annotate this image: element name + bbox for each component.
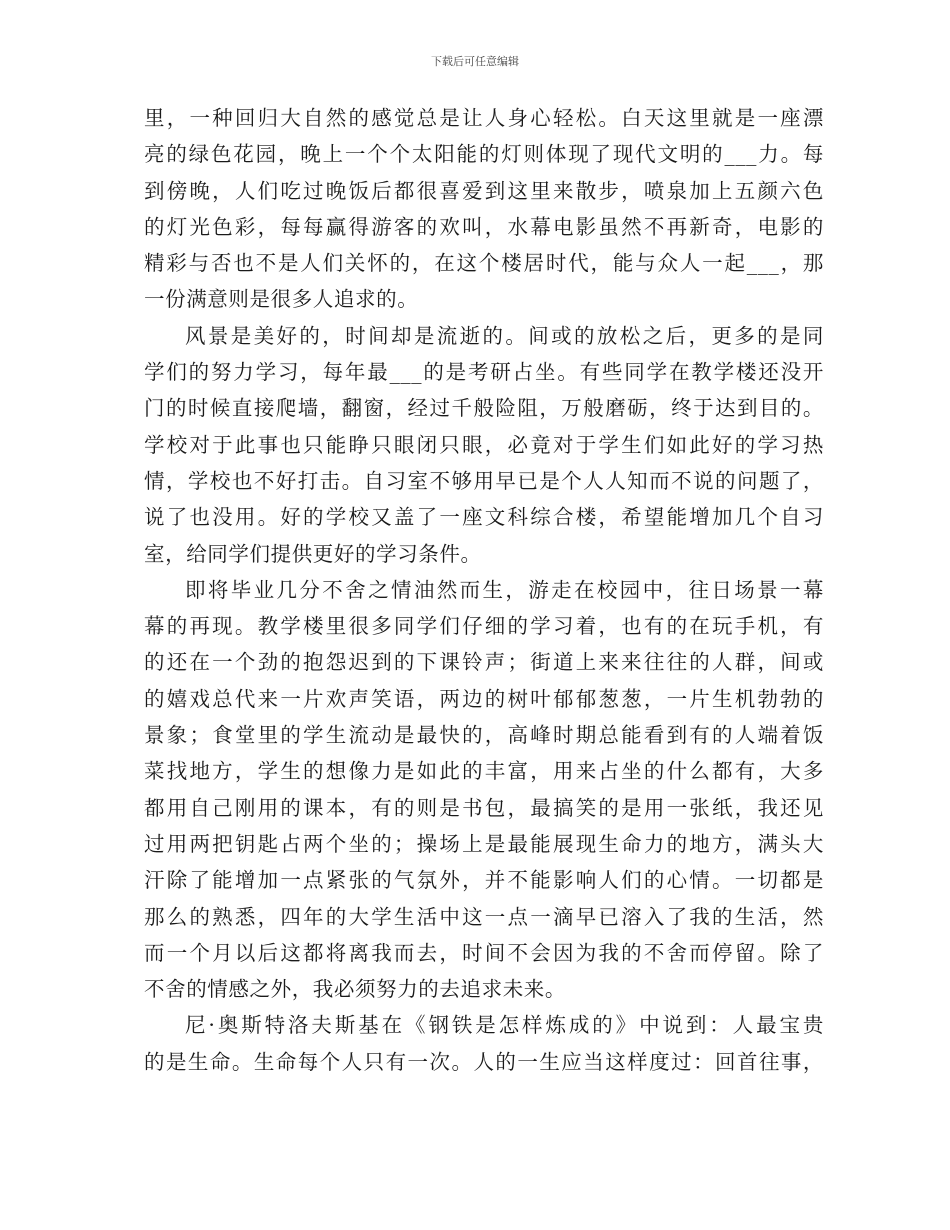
text-line: 景象；食堂里的学生流动是最快的，高峰时期总能看到有的人端着饭	[144, 723, 824, 748]
text-line: 都用自己刚用的课本，有的则是书包，最搞笑的是用一张纸，我还见	[144, 795, 824, 820]
text-line: 情，学校也不好打击。自习室不够用早已是个人人知而不说的问题了，	[144, 468, 824, 493]
paragraph-2	[144, 318, 824, 572]
text-line: 的是生命。生命每个人只有一次。人的一生应当这样度过：回首往事，	[144, 1049, 824, 1074]
text-line: 亮的绿色花园，晚上一个个太阳能的灯则体现了现代文明的___力。每	[144, 142, 824, 167]
text-line: 一份满意则是很多人追求的。	[144, 287, 419, 312]
paragraph-3	[144, 572, 824, 1008]
text-line: 那么的熟悉，四年的大学生活中这一点一滴早已溶入了我的生活，然	[144, 904, 824, 929]
paragraph-4	[144, 1007, 824, 1080]
text-line: 精彩与否也不是人们关怀的，在这个楼居时代，能与众人一起___，那	[144, 251, 824, 276]
text-line: 学校对于此事也只能睁只眼闭只眼，必竟对于学生们如此好的学习热	[144, 432, 824, 457]
paragraph-1	[144, 100, 824, 318]
text-line: 幕的再现。教学楼里很多同学们仔细的学习着，也有的在玩手机，有	[144, 614, 824, 639]
text-line: 不舍的情感之外，我必须努力的去追求未来。	[144, 977, 566, 1002]
text-line: 风景是美好的，时间却是流逝的。间或的放松之后，更多的是同	[185, 323, 824, 348]
body-text	[144, 100, 824, 1080]
text-line: 说了也没用。好的学校又盖了一座文科综合楼，希望能增加几个自习	[144, 505, 824, 530]
text-line: 学们的努力学习，每年最___的是考研占坐。有些同学在教学楼还没开	[144, 360, 824, 385]
text-line: 汗除了能增加一点紧张的气氛外，并不能影响人们的心情。一切都是	[144, 868, 824, 893]
text-line: 到傍晚，人们吃过晚饭后都很喜爱到这里来散步，喷泉加上五颜六色	[144, 178, 824, 203]
text-line: 门的时候直接爬墙，翻窗，经过千般险阻，万般磨砺，终于达到目的。	[144, 396, 824, 421]
text-line: 过用两把钥匙占两个坐的；操场上是最能展现生命力的地方，满头大	[144, 831, 824, 856]
text-line: 的灯光色彩，每每赢得游客的欢叫，水幕电影虽然不再新奇，电影的	[144, 214, 824, 239]
text-line: 的还在一个劲的抱怨迟到的下课铃声；街道上来来往往的人群，间或	[144, 650, 824, 675]
text-line: 菜找地方，学生的想像力是如此的丰富，用来占坐的什么都有，大多	[144, 759, 824, 784]
text-line: 的嬉戏总代来一片欢声笑语，两边的树叶郁郁葱葱，一片生机勃勃的	[144, 686, 824, 711]
text-line: 里，一种回归大自然的感觉总是让人身心轻松。白天这里就是一座漂	[144, 106, 824, 130]
page-header: 下载后可任意编辑	[431, 55, 519, 68]
text-line: 尼·奥斯特洛夫斯基在《钢铁是怎样炼成的》中说到：人最宝贵	[185, 1013, 824, 1038]
text-line: 而一个月以后这都将离我而去，时间不会因为我的不舍而停留。除了	[144, 940, 824, 965]
text-line: 室，给同学们提供更好的学习条件。	[144, 541, 482, 566]
text-line: 即将毕业几分不舍之情油然而生，游走在校园中，往日场景一幕	[185, 577, 824, 602]
